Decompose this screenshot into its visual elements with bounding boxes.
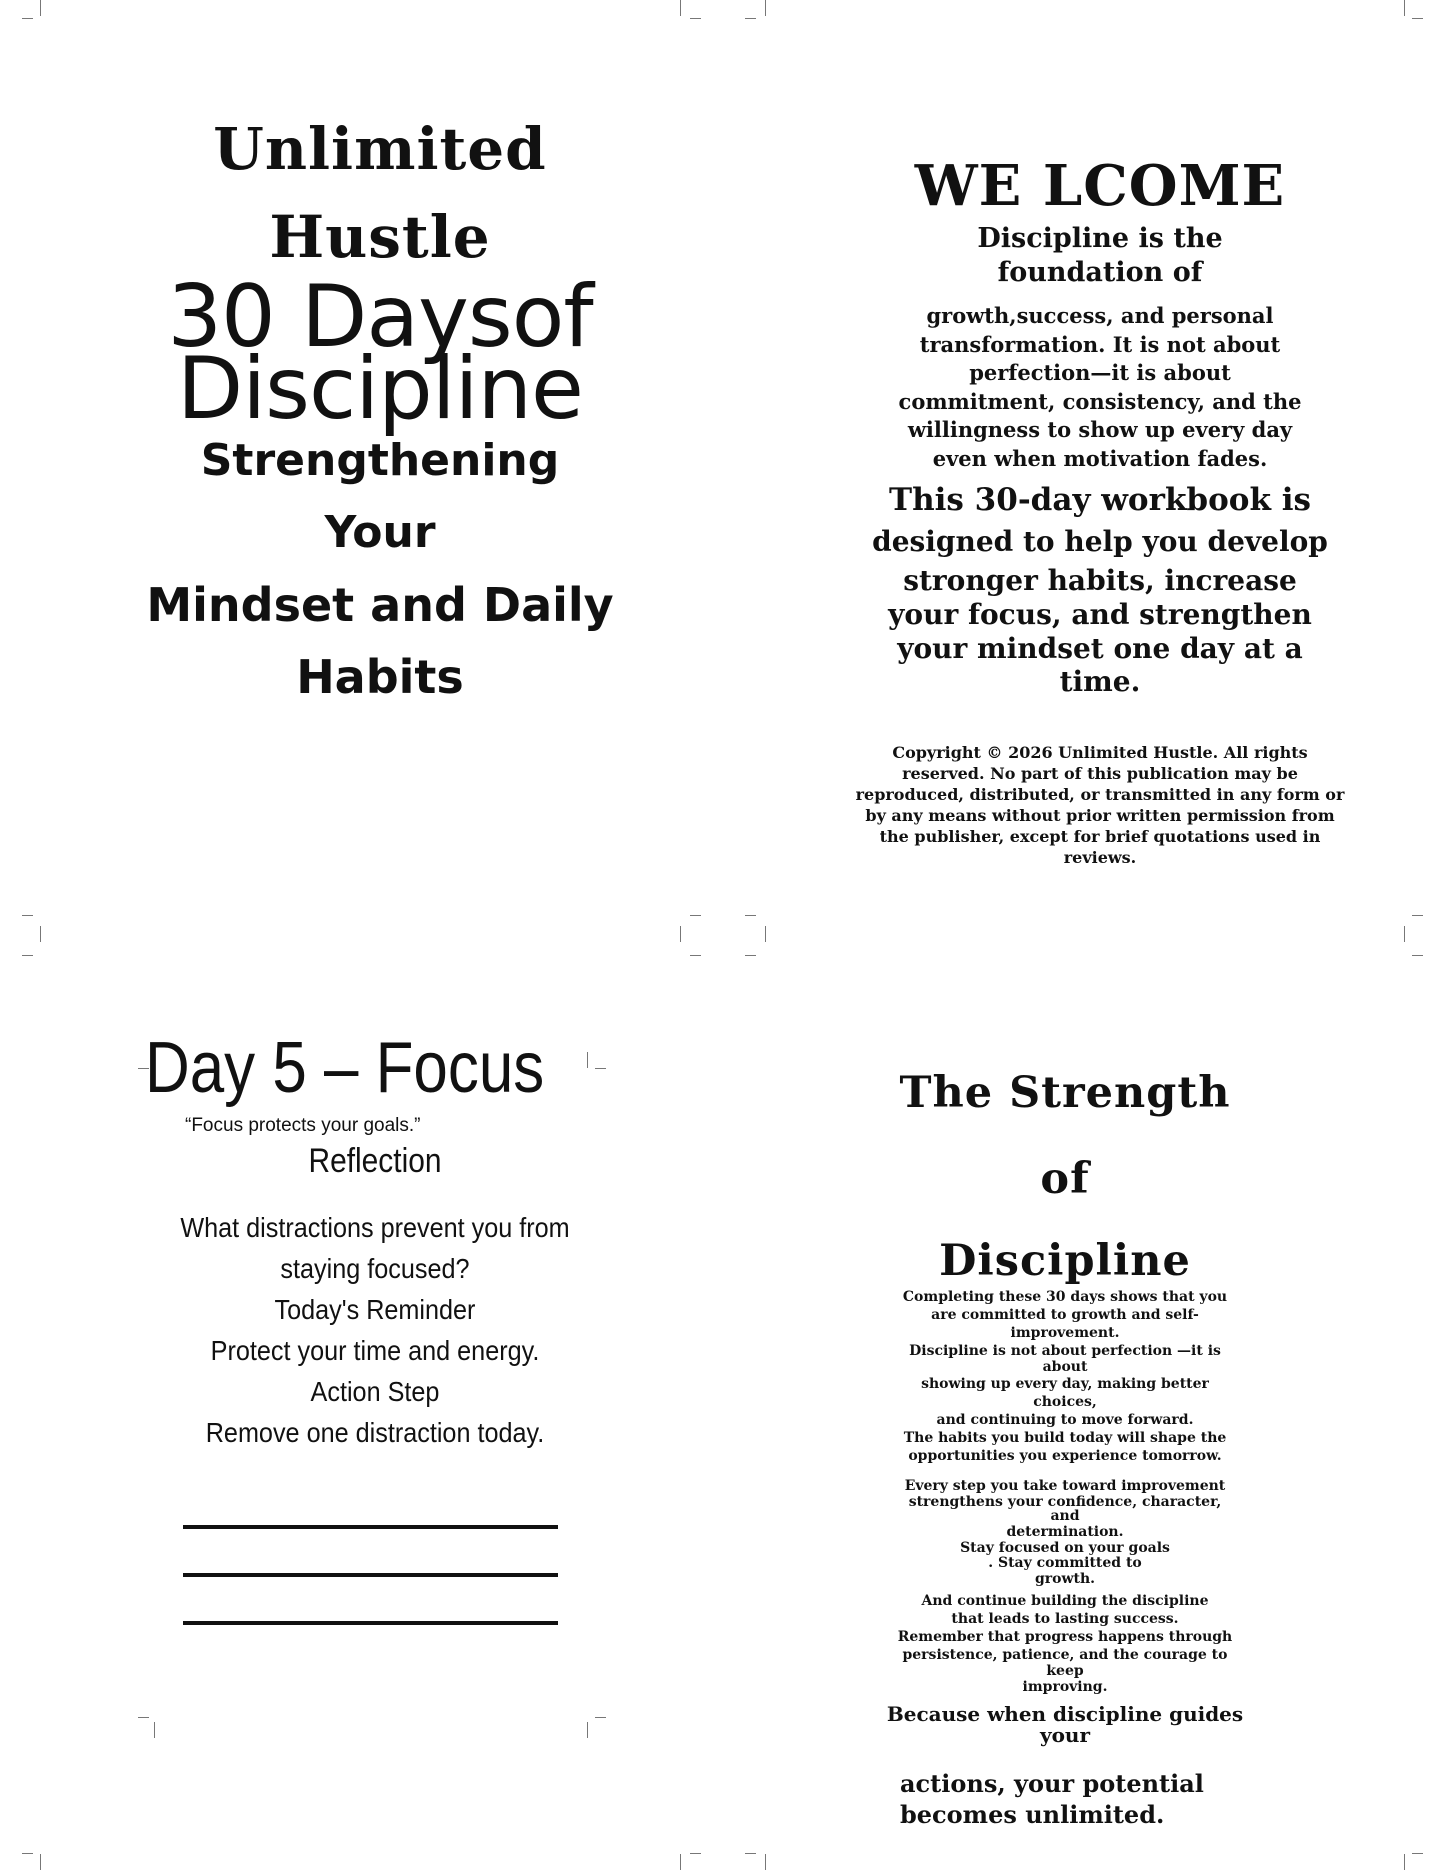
welcome-intro-line: designed to help you develop — [872, 525, 1328, 558]
day-quote: “Focus protects your goals.” — [185, 1115, 421, 1136]
welcome-body-line: willingness to show up every day — [907, 417, 1293, 442]
crop-mark — [22, 955, 33, 956]
copyright-notice — [850, 742, 1350, 868]
crop-mark — [1412, 18, 1423, 19]
welcome-body-line: perfection—it is about — [969, 360, 1231, 385]
cover-page — [140, 105, 620, 713]
closing-body-line: determination. — [1006, 1524, 1124, 1540]
closing-body-line: Stay focused on your goals — [960, 1540, 1170, 1556]
crop-mark — [680, 0, 681, 16]
action-step-text: Remove one distraction today. — [205, 1417, 545, 1448]
closing-body-line: improving. — [1022, 1679, 1108, 1695]
crop-mark — [690, 955, 701, 956]
cover-brand-line: Unlimited — [213, 115, 547, 183]
welcome-heading: WE LCOME — [914, 153, 1286, 219]
crop-mark — [765, 0, 766, 16]
closing-body-line: choices, — [1033, 1394, 1097, 1410]
writing-line[interactable] — [183, 1573, 558, 1577]
crop-mark — [1412, 1853, 1423, 1854]
welcome-intro-line: stronger habits, increase — [903, 564, 1297, 597]
copyright-line: reviews. — [1063, 848, 1137, 867]
closing-body-line: and continuing to move forward. — [936, 1412, 1194, 1428]
cover-subtitle-line: Mindset and Daily — [146, 578, 614, 632]
welcome-body-line: growth,success, and personal — [926, 303, 1274, 328]
crop-mark — [680, 1854, 681, 1870]
closing-body-line: opportunities you experience tomorrow. — [908, 1448, 1222, 1464]
copyright-line: the publisher, except for brief quotations used in — [879, 827, 1321, 846]
copyright-line: Copyright © 2026 Unlimited Hustle. All rights — [892, 743, 1308, 762]
closing-body-line: Remember that progress happens through — [897, 1629, 1233, 1645]
day-5-page — [145, 1025, 605, 1669]
closing-title-line: The Strength of — [899, 1068, 1231, 1204]
crop-mark — [745, 955, 756, 956]
crop-mark — [595, 1717, 606, 1718]
closing-body-line: and — [1050, 1508, 1080, 1524]
welcome-body-line: commitment, consistency, and the — [898, 388, 1302, 414]
welcome-body — [850, 302, 1350, 473]
action-step-heading: Action Step — [310, 1376, 440, 1407]
welcome-body-line: even when motivation fades. — [932, 445, 1268, 471]
closing-body-line: Discipline is not about perfection —it is — [909, 1343, 1221, 1359]
copyright-line: reproduced, distributed, or transmitted in any form or — [855, 785, 1345, 804]
welcome-intro-line: This 30-day workbook is — [889, 482, 1311, 518]
closing-body-line: showing up every day, making better — [921, 1376, 1209, 1392]
crop-mark — [138, 1717, 149, 1718]
closing-page — [880, 1050, 1250, 1830]
cover-subtitle-line: Strengthening Your — [200, 435, 560, 558]
closing-body-line: are committed to growth and self- — [931, 1307, 1199, 1323]
welcome-intro-line: your mindset one day at a — [897, 632, 1303, 665]
reflection-prompt-line: staying focused? — [280, 1253, 470, 1284]
welcome-lead-line: Discipline is the — [977, 223, 1223, 254]
crop-mark — [745, 1853, 756, 1854]
closing-body-line: improvement. — [1010, 1325, 1120, 1341]
cover-brand-line: Hustle — [269, 203, 491, 271]
day-title: Day 5 – Focus — [145, 1028, 545, 1108]
closing-body-line: strengthens your confidence, character, — [908, 1494, 1222, 1510]
copyright-line: reserved. No part of this publication may be — [902, 764, 1298, 783]
crop-mark — [154, 1722, 155, 1738]
crop-mark — [690, 915, 701, 916]
crop-mark — [587, 1722, 588, 1738]
crop-mark — [40, 0, 41, 16]
reminder-text: Protect your time and energy. — [210, 1335, 540, 1366]
closing-body-line: Every step you take toward improvement — [904, 1478, 1226, 1494]
closing-final-line: actions, your potential — [900, 1769, 1204, 1798]
welcome-page — [850, 150, 1350, 868]
closing-body-line: Completing these 30 days shows that you — [902, 1289, 1228, 1305]
crop-mark — [1404, 1854, 1405, 1870]
cover-subtitle-line: Habits — [296, 650, 464, 704]
welcome-intro-line: time. — [1059, 665, 1141, 698]
reflection-prompt-line: What distractions prevent you from — [180, 1212, 570, 1243]
closing-body-line: keep — [1046, 1663, 1084, 1679]
crop-mark — [40, 1854, 41, 1870]
welcome-body-line: transformation. It is not about — [919, 331, 1281, 357]
closing-body-line: growth. — [1034, 1571, 1096, 1587]
crop-mark — [745, 18, 756, 19]
crop-mark — [1404, 0, 1405, 16]
closing-body-line: . Stay committed to — [988, 1555, 1142, 1571]
crop-mark — [1412, 955, 1423, 956]
welcome-workbook-intro — [850, 479, 1350, 697]
closing-body — [880, 1288, 1250, 1696]
welcome-lead — [850, 222, 1350, 290]
copyright-line: by any means without prior written permission from — [865, 806, 1335, 825]
closing-final-statement — [880, 1768, 1250, 1830]
reminder-heading: Today's Reminder — [274, 1294, 476, 1325]
closing-title-line: Discipline — [939, 1236, 1191, 1286]
crop-mark — [1404, 926, 1405, 942]
closing-body-line: that leads to lasting success. — [951, 1611, 1179, 1627]
closing-final-line: becomes unlimited. — [900, 1800, 1165, 1829]
closing-body-line: And continue building the discipline — [921, 1593, 1209, 1609]
writing-line[interactable] — [183, 1525, 558, 1529]
writing-lines — [145, 1525, 605, 1625]
crop-mark — [765, 926, 766, 942]
closing-body-line: about — [1042, 1359, 1088, 1375]
closing-emphasis-line: your — [1039, 1723, 1091, 1747]
crop-mark — [765, 1854, 766, 1870]
writing-line[interactable] — [183, 1621, 558, 1625]
crop-mark — [40, 926, 41, 942]
crop-mark — [1412, 915, 1423, 916]
welcome-intro-line: your focus, and strengthen — [888, 598, 1312, 631]
crop-mark — [690, 1853, 701, 1854]
closing-body-line: persistence, patience, and the courage to — [902, 1647, 1228, 1663]
crop-mark — [745, 915, 756, 916]
cover-title-line: Discipline — [177, 339, 583, 439]
welcome-lead-line: foundation of — [997, 257, 1203, 288]
crop-mark — [22, 1853, 33, 1854]
cover-title-line: 30 Daysof — [167, 267, 593, 367]
crop-mark — [680, 926, 681, 942]
crop-mark — [22, 18, 33, 19]
crop-mark — [22, 915, 33, 916]
reflection-heading: Reflection — [308, 1142, 442, 1180]
closing-body-line: The habits you build today will shape the — [903, 1430, 1227, 1446]
closing-emphasis-line: Because when discipline guides — [886, 1702, 1244, 1726]
crop-mark — [690, 18, 701, 19]
